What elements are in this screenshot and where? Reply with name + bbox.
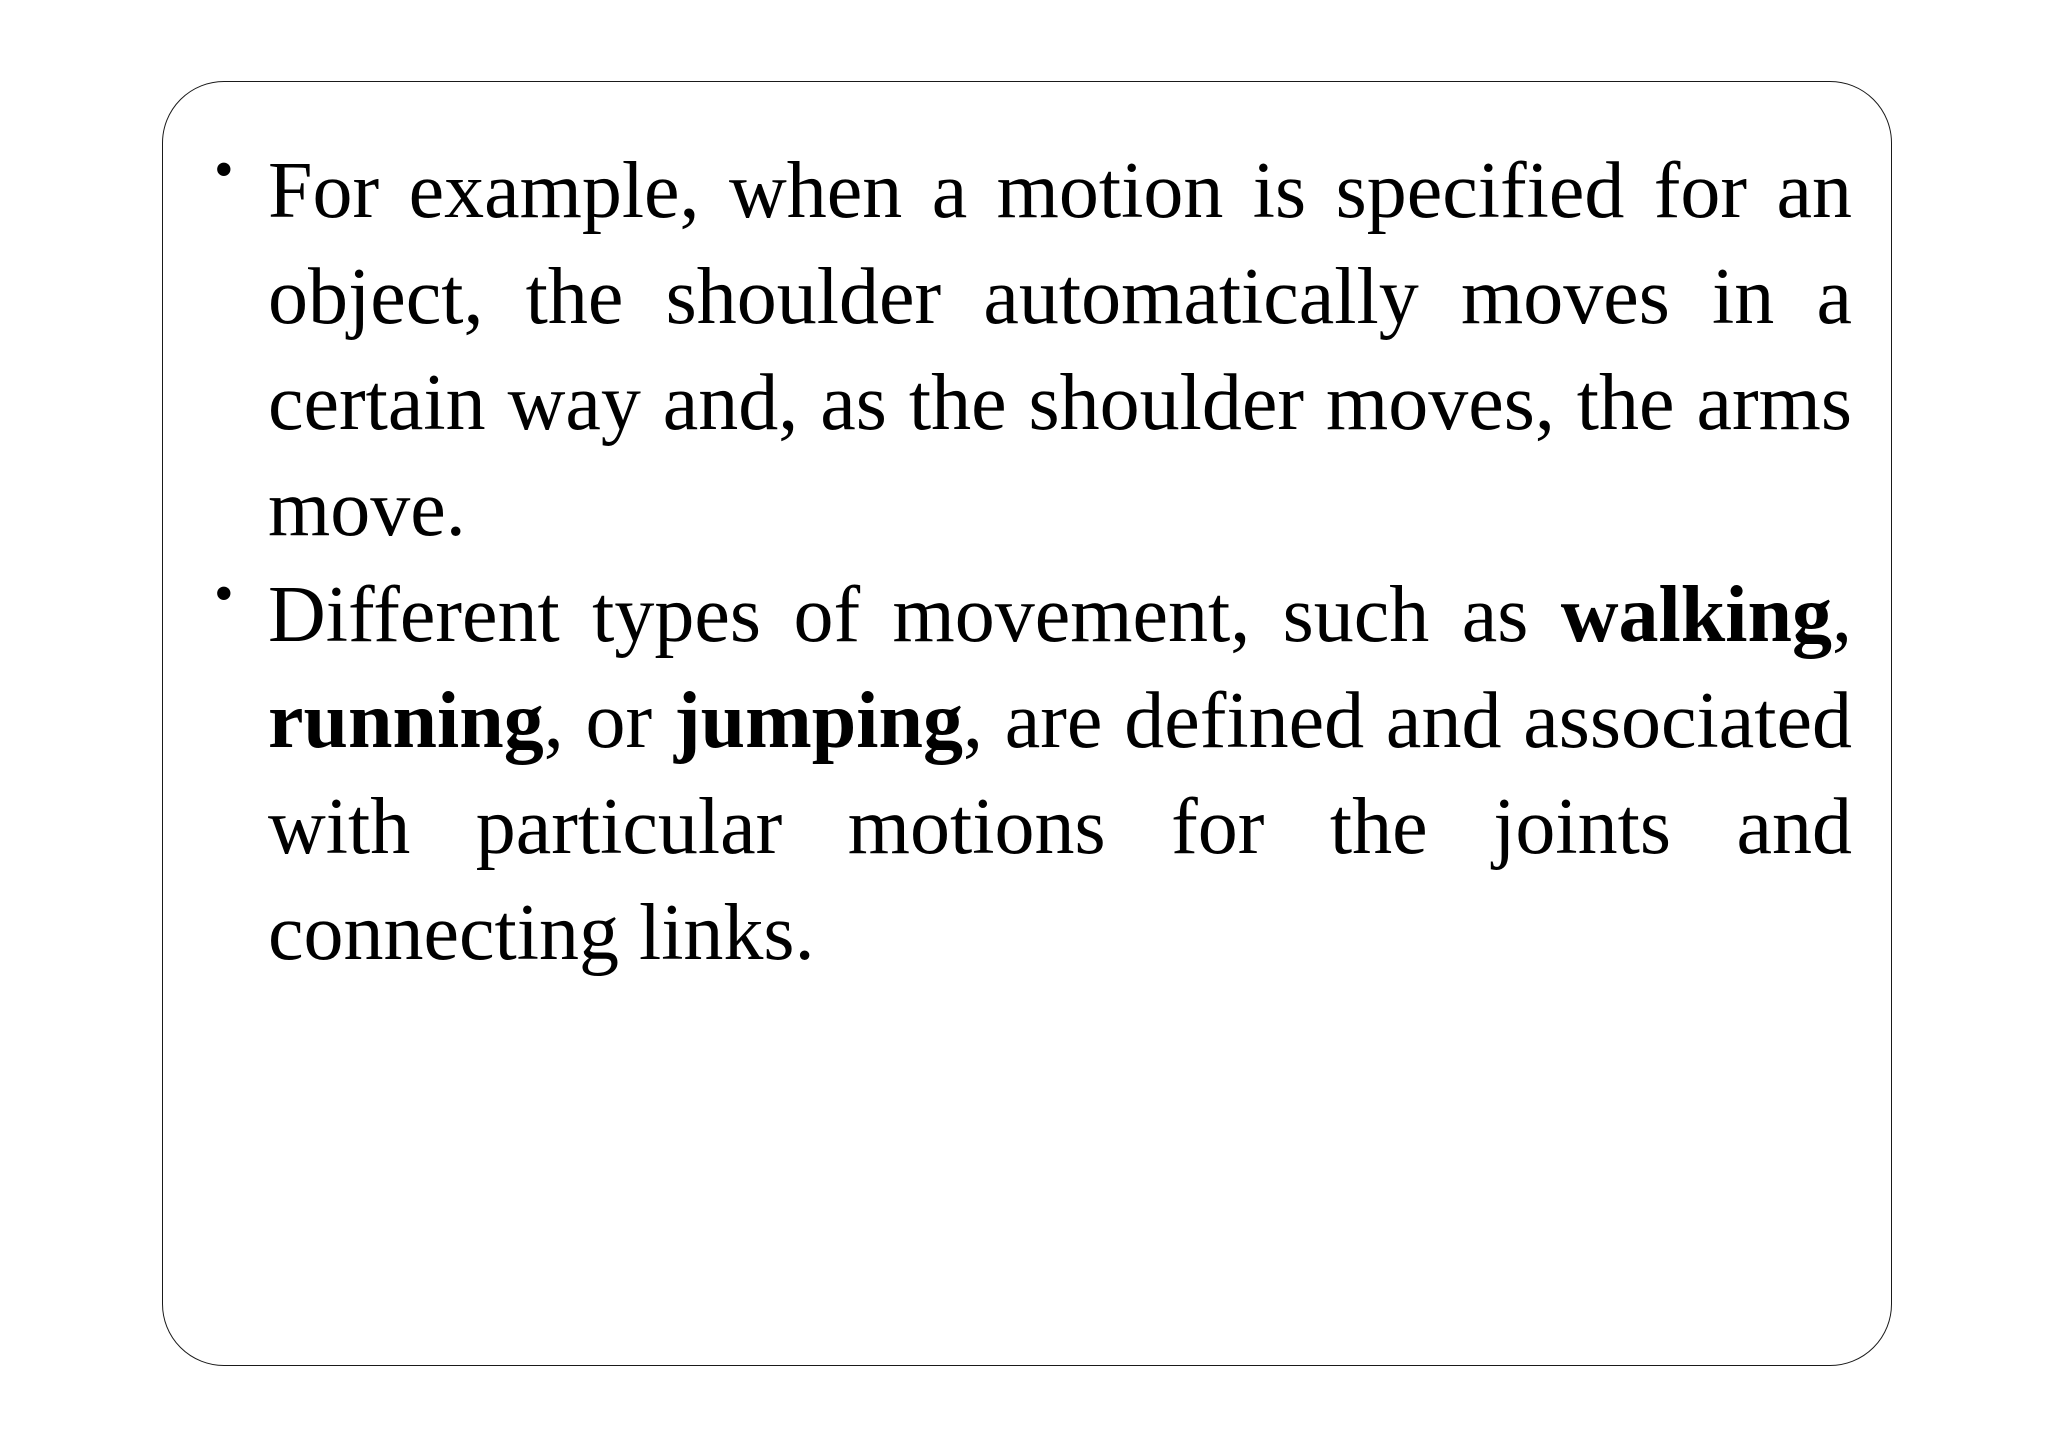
bullet-item-2 xyxy=(212,562,1852,986)
bullet-text-part: , xyxy=(1832,571,1852,659)
bullet-item-1 xyxy=(212,138,1852,562)
bullet-text: For example, when a motion is specified for an object, the shoulder automatically moves in a certain way and, as the shoulder moves, the arms move. xyxy=(268,147,1852,553)
bullet-text-part: , or xyxy=(543,677,674,765)
bold-term-jumping: jumping xyxy=(673,677,963,765)
bullet-text-part: Different types of movement, such as xyxy=(268,571,1561,659)
bullet-marker: • xyxy=(214,139,234,201)
bullet-list xyxy=(212,138,1852,986)
bold-term-running: running xyxy=(268,677,544,765)
bullet-text-part: , are defined and associated with particular motions for the joints and connecting links. xyxy=(268,677,1852,977)
bold-term-walking: walking xyxy=(1560,571,1832,659)
bullet-marker: • xyxy=(214,563,234,625)
